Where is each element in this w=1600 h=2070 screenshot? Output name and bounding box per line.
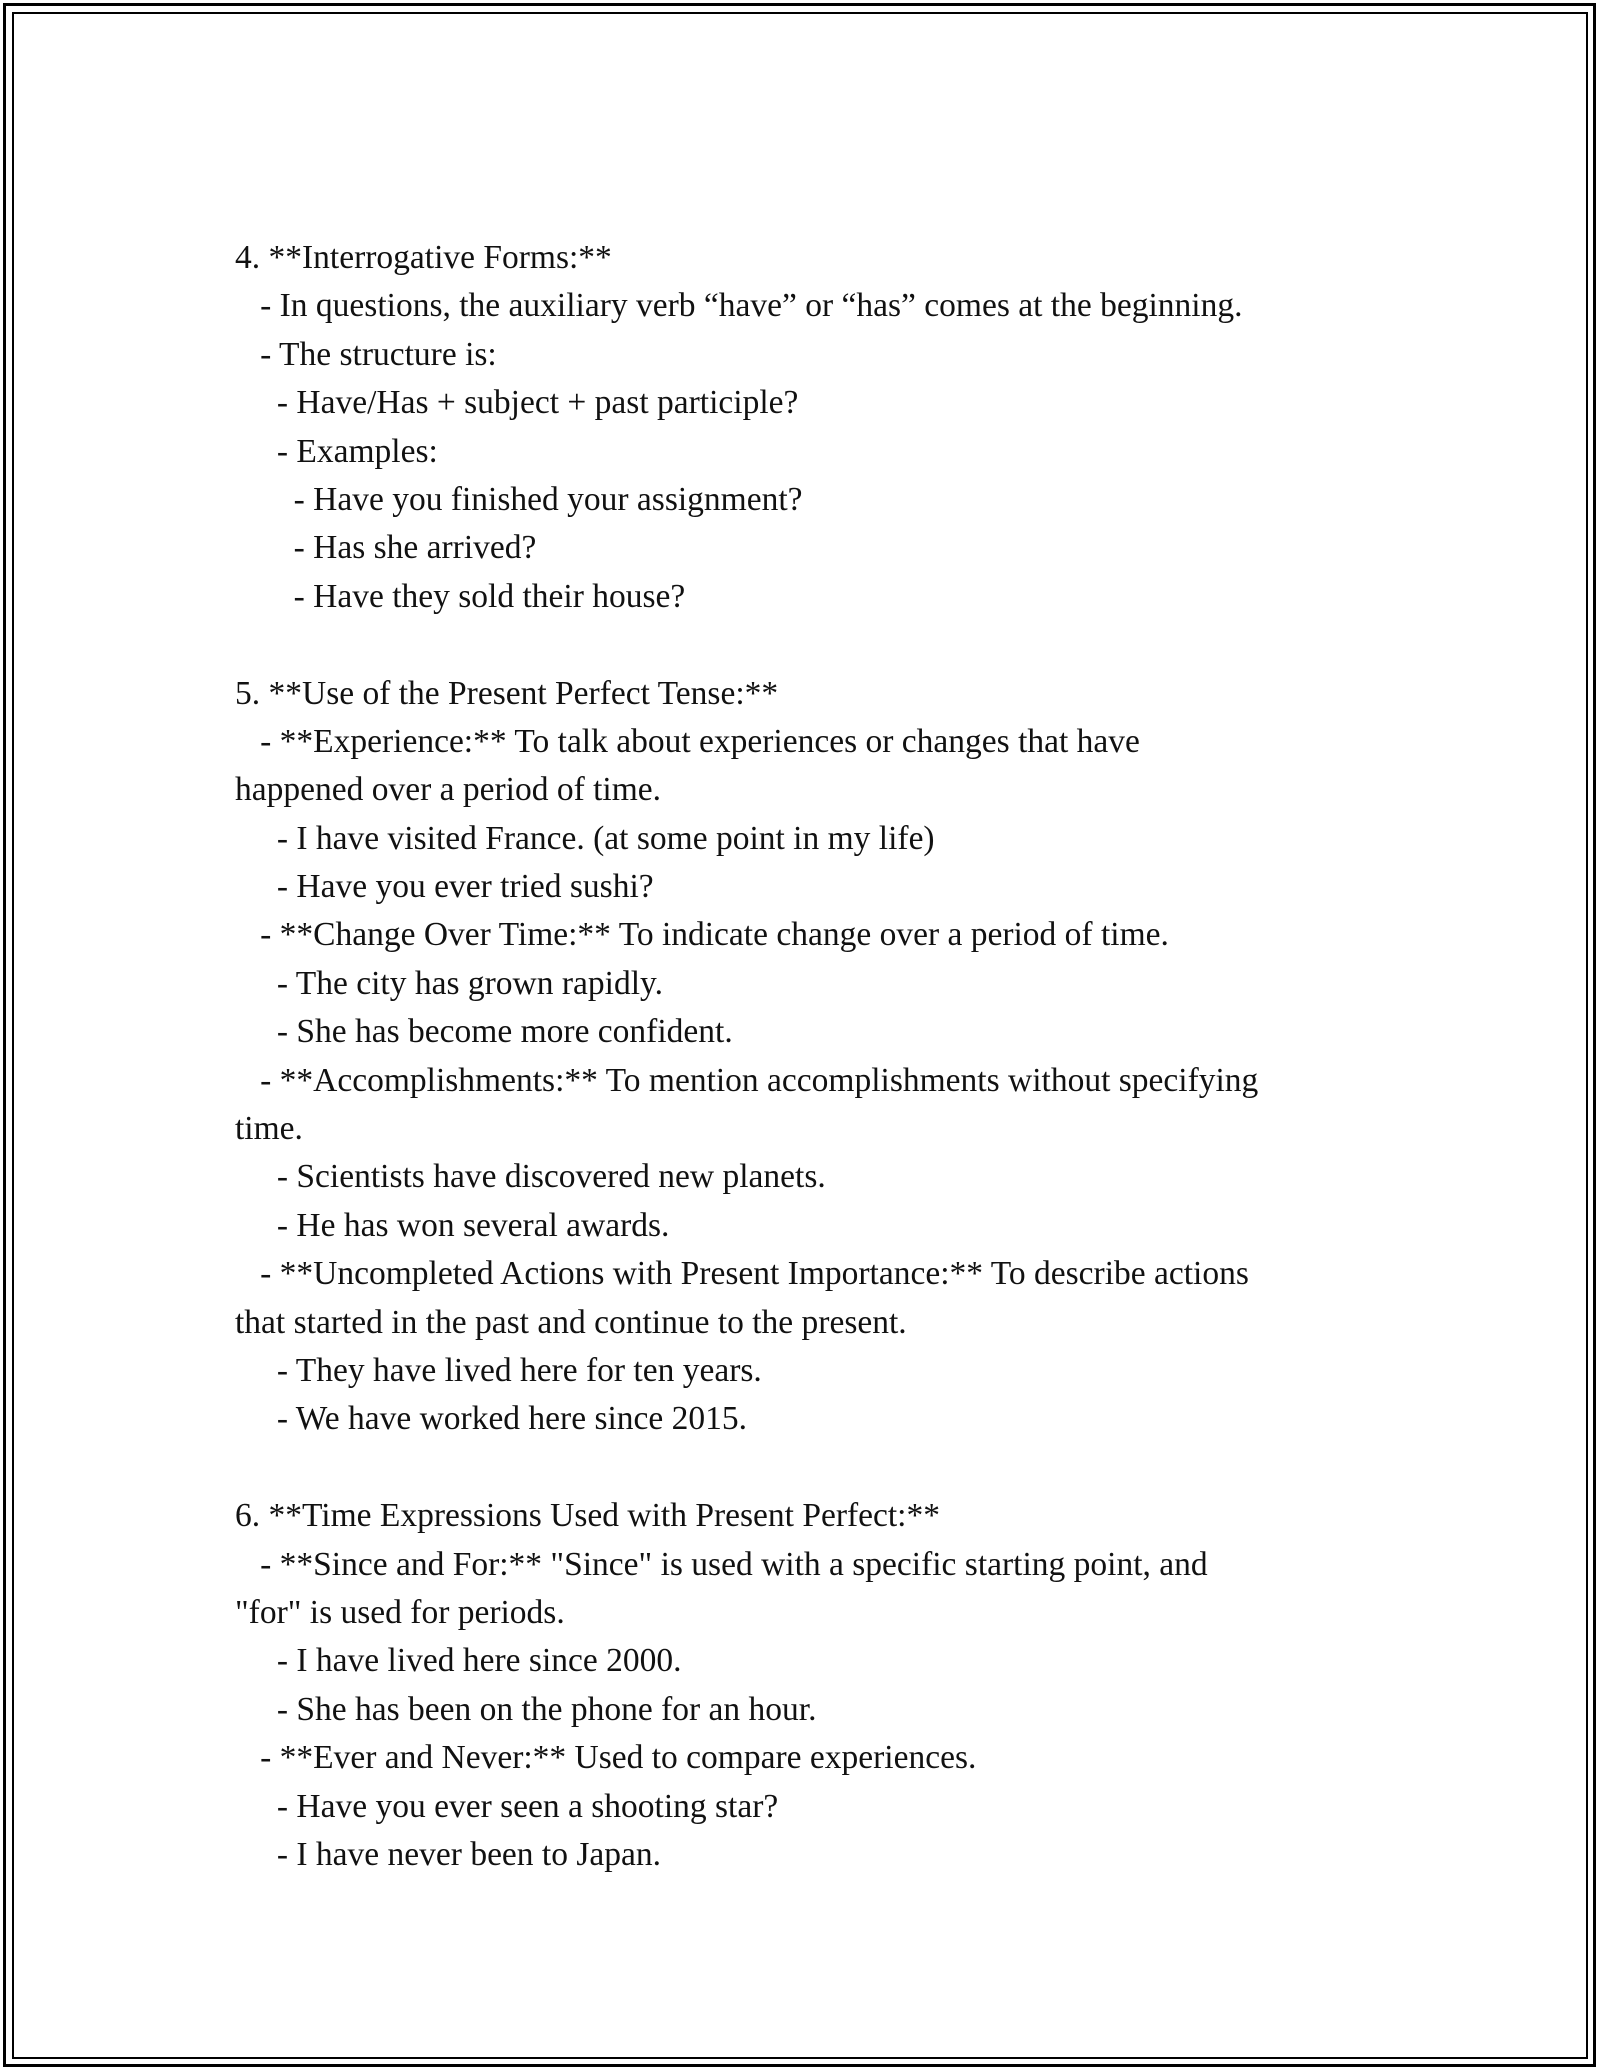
example-item: - He has won several awards. <box>235 1206 670 1244</box>
list-item: - **Accomplishments:** To mention accomplishments without specifying <box>235 1061 1259 1099</box>
example-item: - Scientists have discovered new planets. <box>235 1158 826 1196</box>
example-item: - I have lived here since 2000. <box>235 1642 682 1680</box>
list-item: - Examples: <box>235 432 438 470</box>
example-item: - They have lived here for ten years. <box>235 1351 762 1389</box>
list-item: - **Change Over Time:** To indicate change over a period of time. <box>235 916 1169 954</box>
example-item: - Have you ever tried sushi? <box>235 868 654 906</box>
list-item: - **Since and For:** "Since" is used with a specific starting point, and <box>235 1545 1208 1583</box>
example-item: - The city has grown rapidly. <box>235 964 663 1002</box>
section-heading: 4. **Interrogative Forms:** <box>235 239 612 276</box>
example-item: - She has become more confident. <box>235 1013 733 1051</box>
example-item: - Has she arrived? <box>235 529 537 567</box>
example-item: - Have you finished your assignment? <box>235 480 803 518</box>
list-item: - **Ever and Never:** Used to compare experiences. <box>235 1739 977 1777</box>
section-time-expressions <box>235 1492 1395 1879</box>
list-item-continuation: that started in the past and continue to the present. <box>235 1303 907 1341</box>
list-item-continuation: "for" is used for periods. <box>235 1593 565 1631</box>
list-item: - The structure is: <box>235 335 497 373</box>
section-spacer <box>235 621 1395 669</box>
example-item: - Have they sold their house? <box>235 577 686 615</box>
list-item: - **Experience:** To talk about experiences or changes that have <box>235 722 1140 760</box>
list-item-continuation: happened over a period of time. <box>235 771 662 809</box>
section-interrogative-forms <box>235 234 1395 621</box>
list-item: - Have/Has + subject + past participle? <box>235 384 799 422</box>
example-item: - She has been on the phone for an hour. <box>235 1690 817 1728</box>
example-item: - We have worked here since 2015. <box>235 1400 748 1438</box>
section-use-of-present-perfect <box>235 670 1395 1444</box>
section-heading: 6. **Time Expressions Used with Present Perfect:** <box>235 1497 940 1535</box>
list-item: - In questions, the auxiliary verb “have” or “has” comes at the beginning. <box>235 287 1243 325</box>
section-spacer <box>235 1444 1395 1492</box>
document-body <box>235 234 1395 1879</box>
list-item-continuation: time. <box>235 1110 303 1148</box>
example-item: - I have never been to Japan. <box>235 1835 662 1873</box>
section-heading: 5. **Use of the Present Perfect Tense:** <box>235 674 779 712</box>
list-item: - **Uncompleted Actions with Present Importance:** To describe actions <box>235 1255 1249 1293</box>
example-item: - Have you ever seen a shooting star? <box>235 1787 779 1825</box>
example-item: - I have visited France. (at some point in my life) <box>235 819 935 857</box>
